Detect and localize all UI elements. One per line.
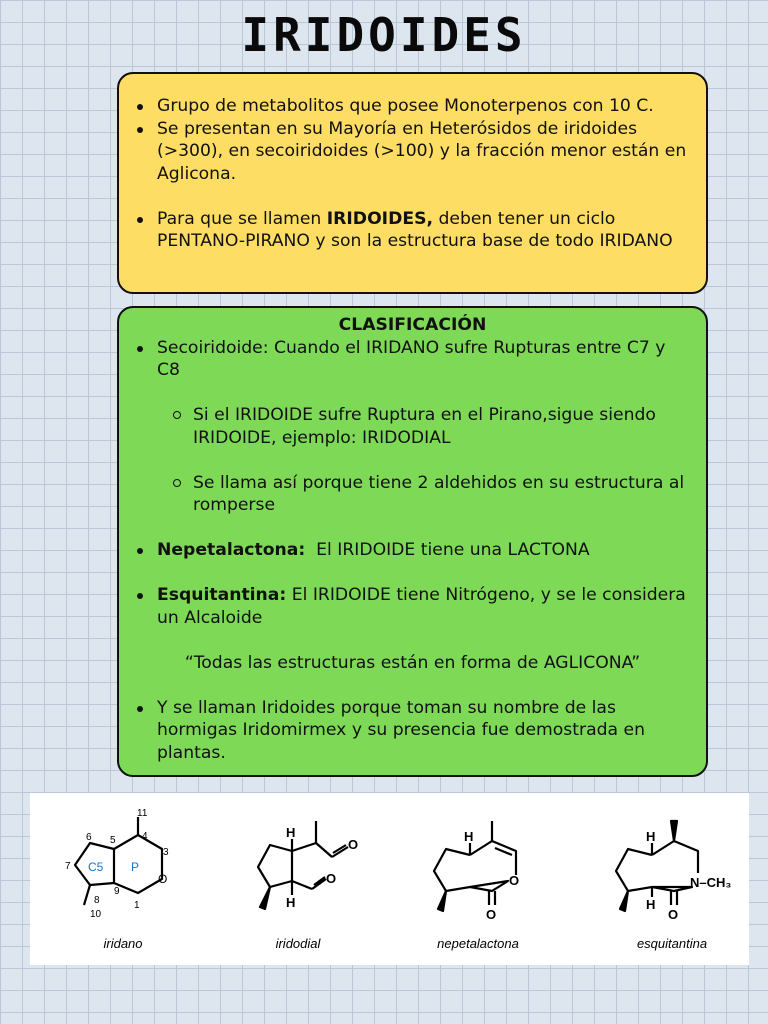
spacer — [157, 382, 692, 405]
bold-iridoides: IRIDOIDES, — [326, 208, 433, 229]
iridodial-o-bottom: O — [326, 871, 337, 886]
page-title: IRIDOIDES — [241, 8, 527, 62]
esquitantina-o-carbonyl: O — [668, 907, 679, 922]
caption-iridano: iridano — [103, 936, 143, 951]
esquitantina-wedge — [620, 891, 628, 911]
nepetalactona-carbonyl — [489, 891, 495, 905]
clasificacion-list — [157, 337, 692, 765]
clasificacion-heading: CLASIFICACIÓN — [338, 315, 487, 335]
nepetalactona-o-ring: O — [509, 873, 520, 888]
caption-esquitantina: esquitantina — [636, 936, 708, 951]
sub-bullet-aldehidos: Se llama así porque tiene 2 aldehidos en su estructura al romperse — [193, 472, 692, 517]
spacer — [157, 562, 692, 585]
nepetalactona-o-carbonyl: O — [486, 907, 497, 922]
spacer — [157, 517, 692, 540]
nepetalactona-wedge — [438, 891, 446, 911]
iridano-label-c5: C5 — [88, 860, 104, 874]
text: El IRIDOIDE tiene Nitrógeno, y se le considera un Alcaloide — [157, 585, 686, 628]
spacer — [157, 629, 692, 652]
iridano-num-9: 9 — [114, 886, 120, 897]
iridano-num-6: 6 — [86, 832, 92, 843]
esquitantina-methyl-wedge — [671, 821, 677, 841]
iridano-o-atom: O — [158, 872, 168, 886]
iridodial-h-top: H — [286, 825, 296, 840]
nepetalactona-cyclopentane — [434, 849, 470, 891]
bullet-iridomirmex: Y se llaman Iridoides porque toman su nombre de las hormigas Iridomirmex y su presencia fue demostrada en plantas. — [157, 697, 692, 765]
iridano-label-p: P — [131, 860, 140, 874]
structures-svg — [30, 793, 749, 965]
iridano-num-8: 8 — [94, 895, 100, 906]
iridano-num-10: 10 — [90, 909, 102, 920]
iridano-methyl-10 — [84, 885, 90, 905]
caption-iridodial: iridodial — [275, 936, 321, 951]
iridano-num-7: 7 — [65, 861, 71, 872]
bold-esquitantina: Esquitantina: — [157, 585, 287, 605]
iridodial-chain — [292, 843, 316, 851]
intro-bullet-definicion — [157, 208, 692, 253]
bullet-nepetalactona — [157, 539, 692, 562]
quote-aglicona: “Todas las estructuras están en forma de AGLICONA” — [184, 652, 641, 673]
iridodial-chain3 — [292, 881, 312, 889]
iridano-num-4: 4 — [142, 831, 148, 842]
bullet-secoiridoide: Secoiridoide: Cuando el IRIDANO sufre Rupturas entre C7 y C8 — [157, 337, 692, 382]
iridodial-aldehyde-top — [332, 845, 348, 857]
intro-bullet-monoterpenos: Grupo de metabolitos que posee Monoterpenos con 10 C. — [157, 95, 692, 118]
iridodial-wedge-methyl — [260, 887, 270, 909]
iridodial-aldehyde-bottom — [312, 877, 326, 889]
caption-nepetalactona: nepetalactona — [437, 936, 519, 951]
iridodial-ring — [258, 845, 292, 887]
text: Para que se llamen — [157, 208, 327, 229]
iridodial-chain2 — [316, 843, 332, 857]
clasificacion-box — [117, 306, 708, 777]
iridano-num-5: 5 — [110, 835, 116, 846]
sub-bullet-ruptura: Si el IRIDOIDE sufre Ruptura en el Pirano,sigue siendo IRIDOIDE, ejemplo: IRIDODIAL — [193, 404, 692, 449]
iridodial-o-top: O — [348, 837, 359, 852]
iridano-structure — [65, 808, 169, 951]
esquitantina-carbonyl — [671, 891, 677, 905]
text: deben tener un ciclo PENTANO-PIRANO y son la estructura base de todo IRIDANO — [157, 208, 673, 251]
iridano-num-11: 11 — [137, 808, 148, 819]
spacer — [157, 449, 692, 472]
spacer — [157, 185, 692, 208]
bullet-esquitantina — [157, 584, 692, 629]
iridodial-h-bottom: H — [286, 895, 296, 910]
text: El IRIDOIDE tiene una LACTONA — [305, 540, 590, 560]
esquitantina-h-top: H — [646, 829, 656, 844]
iridodial-structure — [258, 821, 358, 951]
nepetalactona-structure — [434, 821, 519, 951]
esquitantina-structure — [616, 821, 731, 951]
esquitantina-h-bottom: H — [646, 897, 656, 912]
nepetalactona-h: H — [464, 829, 474, 844]
intro-bullet-heterosidos: Se presentan en su Mayoría en Heterósidos de iridoides (>300), en secoiridoides (>100) y la fracción menor están en Aglicona. — [157, 118, 692, 186]
structures-figure — [30, 793, 749, 965]
bold-nepetalactona: Nepetalactona: — [157, 540, 306, 560]
esquitantina-n-methyl: N–CH₃ — [690, 875, 732, 890]
iridano-num-1: 1 — [134, 900, 140, 911]
intro-list — [157, 95, 692, 253]
spacer — [157, 674, 692, 697]
intro-box — [117, 72, 708, 294]
iridano-num-3: 3 — [163, 847, 169, 858]
esquitantina-cyclopentane — [616, 849, 652, 891]
